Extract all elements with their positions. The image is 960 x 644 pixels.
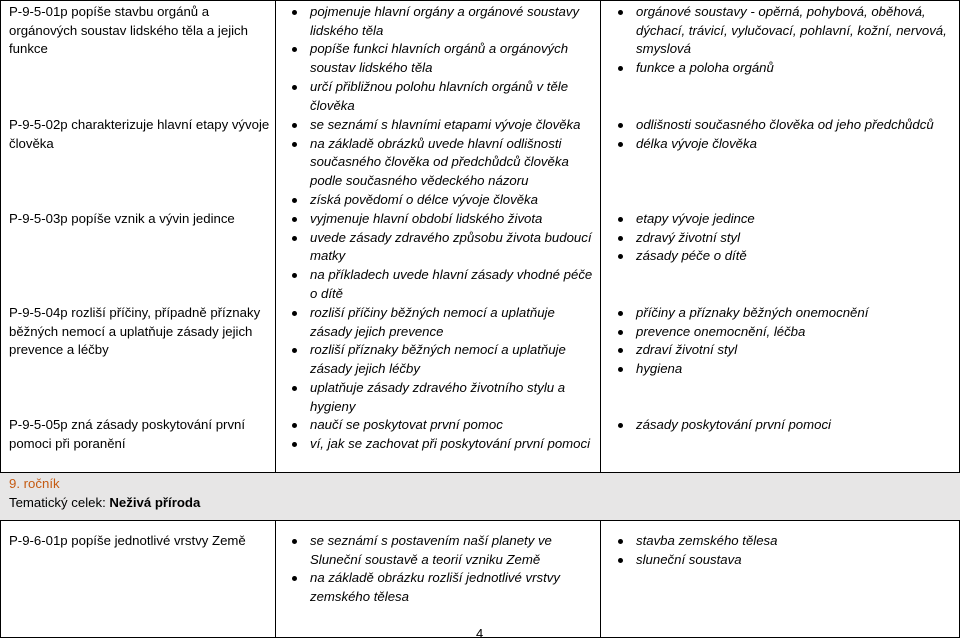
- list-item: naučí se poskytovat první pomoc: [282, 416, 598, 435]
- theme-line: [9, 494, 509, 513]
- list-item: funkce a poloha orgánů: [608, 59, 958, 78]
- list-item: zásady péče o dítě: [608, 247, 958, 266]
- list-item: zdravý životní styl: [608, 229, 958, 248]
- col-border-1: [275, 0, 276, 472]
- topics-list: [608, 304, 958, 379]
- criteria-list: [282, 532, 598, 607]
- page-number: 4: [476, 626, 484, 641]
- list-item: etapy vývoje jedince: [608, 210, 958, 229]
- list-item: se seznámí s hlavními etapami vývoje člověka: [282, 116, 598, 135]
- col-border-2: [600, 0, 601, 472]
- outcome-cell: [9, 116, 271, 153]
- theme-prefix: Tematický celek:: [9, 494, 110, 510]
- criteria-list: [282, 416, 598, 453]
- list-item: rozliší příznaky běžných nemocí a uplatňuje zásady jejich léčby: [282, 341, 598, 378]
- list-item: vyjmenuje hlavní období lidského života: [282, 210, 598, 229]
- topics-list: [608, 532, 958, 569]
- topics-list: [608, 210, 958, 266]
- col-border-2-2: [600, 520, 601, 638]
- list-item: určí přibližnou polohu hlavních orgánů v těle člověka: [282, 78, 598, 115]
- criteria-list: [282, 304, 598, 416]
- outcome-cell: [9, 3, 271, 59]
- outcome-text: P-9-5-04p rozliší příčiny, případně příznaky běžných nemocí a uplatňuje zásady jejich prevence a léčby: [9, 305, 261, 358]
- outcome-text: P-9-6-01p popíše jednotlivé vrstvy Země: [9, 533, 246, 548]
- list-item: příčiny a příznaky běžných onemocnění: [608, 304, 958, 323]
- list-item: ví, jak se zachovat při poskytování první pomoci: [282, 435, 598, 454]
- col-border-left-2: [0, 520, 1, 638]
- list-item: na základě obrázků uvede hlavní odlišnosti současného člověka od předchůdců člověka podle současného vědeckého názoru: [282, 135, 598, 191]
- topics-list: [608, 416, 958, 435]
- outcome-cell: [9, 304, 271, 360]
- list-item: popíše funkci hlavních orgánů a orgánových soustav lidského těla: [282, 40, 598, 77]
- outcome-text: P-9-5-01p popíše stavbu orgánů a orgánových soustav lidského těla a jejich funkce: [9, 4, 248, 57]
- list-item: zdraví životní styl: [608, 341, 958, 360]
- list-item: délka vývoje člověka: [608, 135, 958, 154]
- section-border-top: [0, 472, 960, 473]
- topics-list: [608, 3, 958, 78]
- list-item: hygiena: [608, 360, 958, 379]
- outcome-cell: [9, 210, 271, 229]
- list-item: rozliší příčiny běžných nemocí a uplatňuje zásady jejich prevence: [282, 304, 598, 341]
- list-item: se seznámí s postavením naší planety ve Sluneční soustavě a teorií vzniku Země: [282, 532, 598, 569]
- list-item: uvede zásady zdravého způsobu života budoucí matky: [282, 229, 598, 266]
- outcome-cell: [9, 532, 271, 551]
- list-item: odlišnosti současného člověka od jeho předchůdců: [608, 116, 958, 135]
- list-item: na základě obrázku rozliší jednotlivé vrstvy zemského tělesa: [282, 569, 598, 606]
- theme-name: Neživá příroda: [109, 494, 201, 510]
- grade-label: 9. ročník: [9, 476, 60, 491]
- outcome-cell: [9, 416, 271, 453]
- criteria-list: [282, 210, 598, 304]
- section-header: [9, 475, 509, 512]
- list-item: uplatňuje zásady zdravého životního stylu a hygieny: [282, 379, 598, 416]
- criteria-list: [282, 116, 598, 210]
- criteria-list: [282, 3, 598, 115]
- outcome-text: P-9-5-03p popíše vznik a vývin jedince: [9, 211, 235, 226]
- section-border-bottom: [0, 520, 960, 521]
- list-item: získá povědomí o délce vývoje člověka: [282, 191, 598, 210]
- list-item: zásady poskytování první pomoci: [608, 416, 958, 435]
- list-item: orgánové soustavy - opěrná, pohybová, oběhová, dýchací, trávicí, vylučovací, pohlavní, kožní, nervová, smyslová: [608, 3, 958, 59]
- col-border-1-2: [275, 520, 276, 638]
- list-item: pojmenuje hlavní orgány a orgánové soustavy lidského těla: [282, 3, 598, 40]
- outcome-text: P-9-5-02p charakterizuje hlavní etapy vývoje člověka: [9, 117, 270, 151]
- topics-list: [608, 116, 958, 153]
- table-border-top: [0, 0, 960, 1]
- list-item: stavba zemského tělesa: [608, 532, 958, 551]
- col-border-left: [0, 0, 1, 472]
- list-item: prevence onemocnění, léčba: [608, 323, 958, 342]
- list-item: sluneční soustava: [608, 551, 958, 570]
- list-item: na příkladech uvede hlavní zásady vhodné péče o dítě: [282, 266, 598, 303]
- outcome-text: P-9-5-05p zná zásady poskytování první pomoci při poranění: [9, 417, 246, 451]
